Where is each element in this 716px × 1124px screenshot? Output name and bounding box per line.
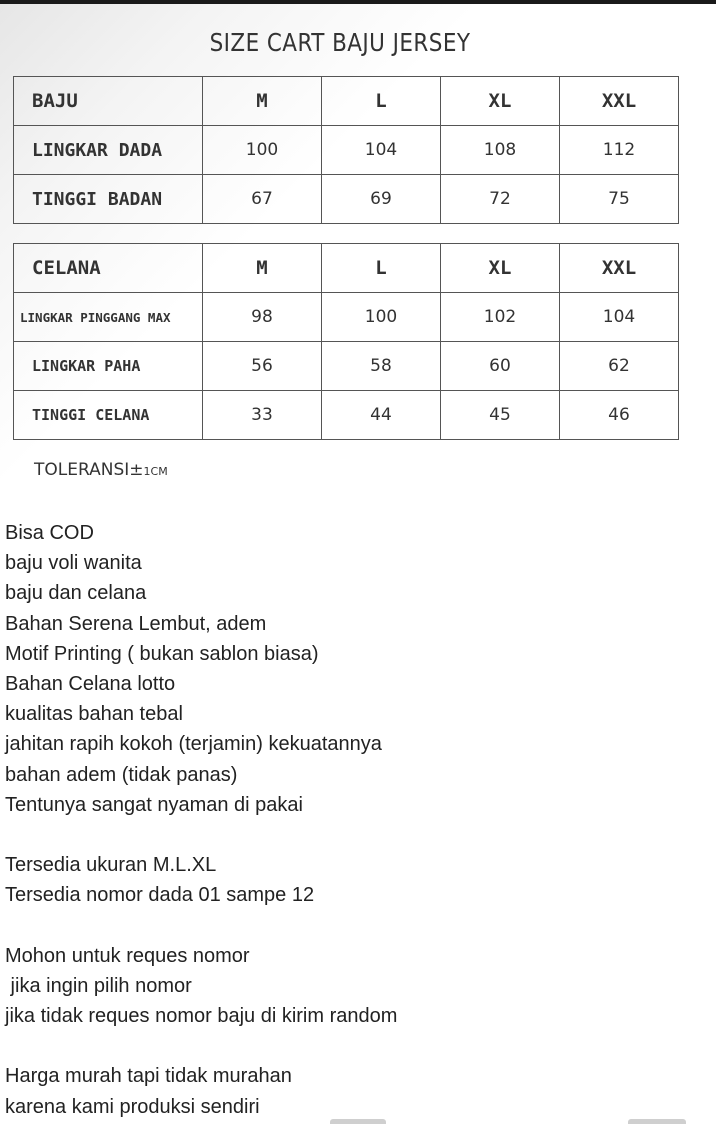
table-cell: 100	[203, 126, 322, 175]
table-cell: LINGKAR PINGGANG MAX	[14, 293, 203, 342]
table-cell: 102	[441, 293, 560, 342]
description-line: Motif Printing ( bukan sablon biasa)	[5, 642, 319, 665]
page-indicator-right[interactable]	[628, 1119, 686, 1124]
table-cell: BAJU	[14, 77, 203, 126]
table-row	[14, 175, 679, 224]
table-row	[14, 126, 679, 175]
table-cell: 67	[203, 175, 322, 224]
description-line: Bahan Serena Lembut, adem	[5, 612, 267, 635]
table-row	[14, 391, 679, 440]
description-line: kualitas bahan tebal	[5, 703, 183, 726]
table-cell: 104	[322, 126, 441, 175]
table-cell: L	[322, 244, 441, 293]
table-cell: 56	[203, 342, 322, 391]
description-line: baju dan celana	[5, 582, 147, 605]
celana-size-table	[13, 243, 679, 440]
table-cell: TINGGI CELANA	[14, 391, 203, 440]
table-cell: XXL	[560, 244, 679, 293]
page-indicator-left[interactable]	[330, 1119, 386, 1124]
description-line: Bisa COD	[5, 522, 94, 544]
description-line: Mohon untuk reques nomor	[5, 944, 250, 967]
table-cell: 104	[560, 293, 679, 342]
table-cell: 62	[560, 342, 679, 391]
description-line: bahan adem (tidak panas)	[5, 763, 238, 786]
table-cell: CELANA	[14, 244, 203, 293]
table-cell: 69	[322, 175, 441, 224]
table-cell: M	[203, 244, 322, 293]
description-line: karena kami produksi sendiri	[5, 1095, 260, 1118]
description-line: Bahan Celana lotto	[5, 672, 176, 695]
description-line: Tersedia ukuran M.L.XL	[5, 854, 217, 877]
table-cell: 112	[560, 126, 679, 175]
description-line: jahitan rapih kokoh (terjamin) kekuatannya	[5, 733, 382, 756]
table-cell: 75	[560, 175, 679, 224]
size-chart-title: SIZE CART BAJU JERSEY	[209, 28, 471, 57]
description-line: Tersedia nomor dada 01 sampe 12	[5, 884, 315, 907]
table-cell: 33	[203, 391, 322, 440]
description-line: Tentunya sangat nyaman di pakai	[5, 793, 303, 816]
table-header-row	[14, 77, 679, 126]
tolerance-note	[34, 460, 168, 480]
table-cell: XL	[441, 77, 560, 126]
table-cell: XXL	[560, 77, 679, 126]
table-header-row	[14, 244, 679, 293]
table-cell: 108	[441, 126, 560, 175]
description-line	[5, 910, 705, 940]
description-line	[5, 820, 705, 850]
table-cell: 44	[322, 391, 441, 440]
table-cell: LINGKAR DADA	[14, 126, 203, 175]
table-cell: 72	[441, 175, 560, 224]
table-cell: 58	[322, 342, 441, 391]
table-cell: XL	[441, 244, 560, 293]
table-cell: LINGKAR PAHA	[14, 342, 203, 391]
description-line: baju voli wanita	[5, 552, 142, 575]
description-line	[5, 1031, 705, 1061]
table-row	[14, 293, 679, 342]
table-cell: 100	[322, 293, 441, 342]
table-cell: M	[203, 77, 322, 126]
table-cell: 45	[441, 391, 560, 440]
table-cell: L	[322, 77, 441, 126]
baju-size-table	[13, 76, 679, 224]
tolerance-sign: ±	[129, 460, 144, 480]
table-row	[14, 342, 679, 391]
description-line: jika tidak reques nomor baju di kirim random	[5, 1005, 398, 1027]
table-cell: 98	[203, 293, 322, 342]
table-cell: 60	[441, 342, 560, 391]
product-description	[5, 518, 705, 1122]
table-cell: 46	[560, 391, 679, 440]
tolerance-value: 1CM	[143, 465, 168, 478]
description-line: Harga murah tapi tidak murahan	[5, 1065, 292, 1088]
tolerance-label: TOLERANSI	[34, 460, 130, 480]
description-line: jika ingin pilih nomor	[5, 974, 192, 997]
table-cell: TINGGI BADAN	[14, 175, 203, 224]
size-chart-image	[0, 4, 716, 494]
